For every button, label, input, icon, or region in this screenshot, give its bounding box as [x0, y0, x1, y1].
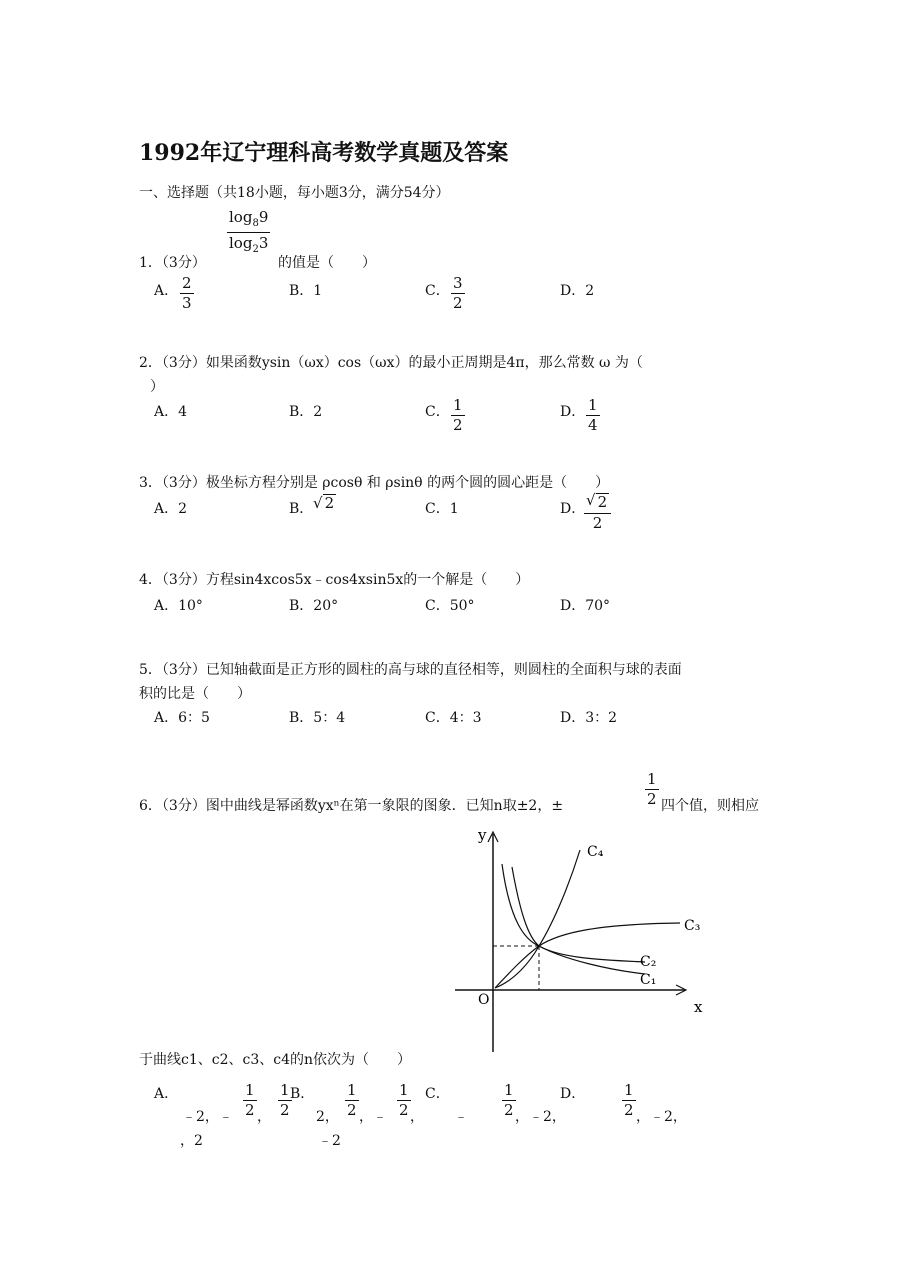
q1-option-a[interactable]: A． — [154, 283, 179, 299]
q6-option-d-row1: ，﹣2， — [636, 1109, 687, 1125]
q2-option-d-fraction: $\frac{1}{4}$ — [588, 396, 598, 434]
q6-option-a-sep: ， — [257, 1109, 271, 1125]
x-axis-label: x — [694, 998, 703, 1016]
q6-option-b-row1b: ，﹣ — [359, 1109, 387, 1125]
q6-option-c-row1b: ，﹣2， — [515, 1109, 566, 1125]
q3-option-b-sqrt: √ 2 — [313, 494, 335, 512]
q6-option-d-fraction: $\frac{1}{2}$ — [624, 1081, 634, 1119]
y-axis-label: y — [478, 826, 487, 844]
page-title: 1992年辽宁理科高考数学真题及答案 — [139, 140, 509, 166]
section-heading: 一、选择题（共18小题，每小题3分，满分54分） — [139, 185, 450, 201]
curve-c2 — [512, 867, 645, 962]
curve-c4 — [495, 850, 580, 988]
q1-option-c[interactable]: C． — [425, 283, 450, 299]
q6-option-c[interactable]: C． — [425, 1086, 450, 1102]
q6-stem-line1a: 6．（3分）图中曲线是幂函数yxⁿ在第一象限的图象．已知n取±2，± — [139, 798, 564, 814]
q5-option-d[interactable]: D．3：2 — [560, 710, 618, 726]
curve-c2-label: C₂ — [640, 954, 657, 970]
q4-option-d[interactable]: D．70° — [560, 598, 611, 614]
q3-option-c[interactable]: C．1 — [425, 501, 459, 517]
q1-option-d[interactable]: D．2 — [560, 283, 595, 299]
q5-stem-line2: 积的比是（ ） — [139, 686, 251, 702]
q6-option-a-fraction1: $\frac{1}{2}$ — [245, 1081, 255, 1119]
q1-log-fraction: $\frac{\log_89}{\log_23}$ — [229, 208, 269, 255]
q4-option-a[interactable]: A．10° — [154, 598, 203, 614]
q6-option-a-fraction2: $\frac{1}{2}$ — [280, 1081, 290, 1119]
q1-tail: 的值是（ ） — [278, 255, 376, 271]
q6-stem-line1b: 四个值，则相应 — [661, 798, 759, 814]
q3-option-d-fraction: √ 2 2 — [584, 493, 611, 531]
q6-stem-line2: 于曲线c1、c2、c3、c4的n依次为（ ） — [139, 1052, 412, 1068]
q6-option-c-row1a: ﹣ — [454, 1109, 468, 1125]
q6-option-a[interactable]: A． — [154, 1086, 179, 1102]
q2-option-d[interactable]: D． — [560, 404, 586, 420]
q3-option-d[interactable]: D． — [560, 501, 586, 517]
q6-option-c-fraction: $\frac{1}{2}$ — [504, 1081, 514, 1119]
q1-label: 1．（3分） — [139, 255, 206, 271]
q5-stem-line1: 5．（3分）已知轴截面是正方形的圆柱的高与球的直径相等，则圆柱的全面积与球的表面 — [139, 662, 682, 678]
q2-stem-line2: ） — [150, 379, 164, 395]
q2-option-c-fraction: $\frac{1}{2}$ — [453, 396, 463, 434]
q5-option-b[interactable]: B．5：4 — [289, 710, 346, 726]
q1-option-c-fraction: $\frac{3}{2}$ — [453, 274, 463, 312]
q3-option-a[interactable]: A．2 — [154, 501, 188, 517]
power-function-graph — [450, 822, 730, 1062]
q6-stem-fraction: $\frac{1}{2}$ — [647, 770, 657, 808]
q6-option-d[interactable]: D． — [560, 1086, 586, 1102]
q6-option-a-row2: ，2 — [180, 1133, 203, 1149]
q6-option-b-fraction2: $\frac{1}{2}$ — [399, 1081, 409, 1119]
q6-option-b-row2: ﹣2 — [318, 1133, 341, 1149]
q6-option-b-row1c: ， — [410, 1109, 424, 1125]
curve-c1-label: C₁ — [640, 972, 657, 988]
q5-option-c[interactable]: C．4：3 — [425, 710, 482, 726]
q6-option-a-row1: ﹣2，﹣ — [182, 1109, 233, 1125]
q2-option-a[interactable]: A．4 — [154, 404, 188, 420]
origin-label: O — [478, 992, 490, 1008]
curve-c4-label: C₄ — [587, 844, 604, 860]
q3-option-b[interactable]: B． — [289, 501, 314, 517]
q2-option-b[interactable]: B．2 — [289, 404, 323, 420]
q4-option-c[interactable]: C．50° — [425, 598, 475, 614]
q6-option-b-fraction1: $\frac{1}{2}$ — [347, 1081, 357, 1119]
q1-option-b[interactable]: B．1 — [289, 283, 323, 299]
q3-stem: 3．（3分）极坐标方程分别是 ρcosθ 和 ρsinθ 的两个圆的圆心距是（ ） — [139, 475, 610, 491]
q4-option-b[interactable]: B．20° — [289, 598, 339, 614]
q6-option-b-row1a: 2， — [316, 1109, 339, 1125]
q2-option-c[interactable]: C． — [425, 404, 450, 420]
q4-stem: 4．（3分）方程sin4xcos5x﹣cos4xsin5x的一个解是（ ） — [139, 572, 530, 588]
q5-option-a[interactable]: A．6：5 — [154, 710, 210, 726]
q1-option-a-fraction: $\frac{2}{3}$ — [182, 274, 192, 312]
q6-option-b[interactable]: B． — [290, 1086, 315, 1102]
curve-c3-label: C₃ — [684, 918, 701, 934]
q2-stem-line1: 2．（3分）如果函数ysin（ωx）cos（ωx）的最小正周期是4π，那么常数 ω 为（ — [139, 355, 643, 371]
